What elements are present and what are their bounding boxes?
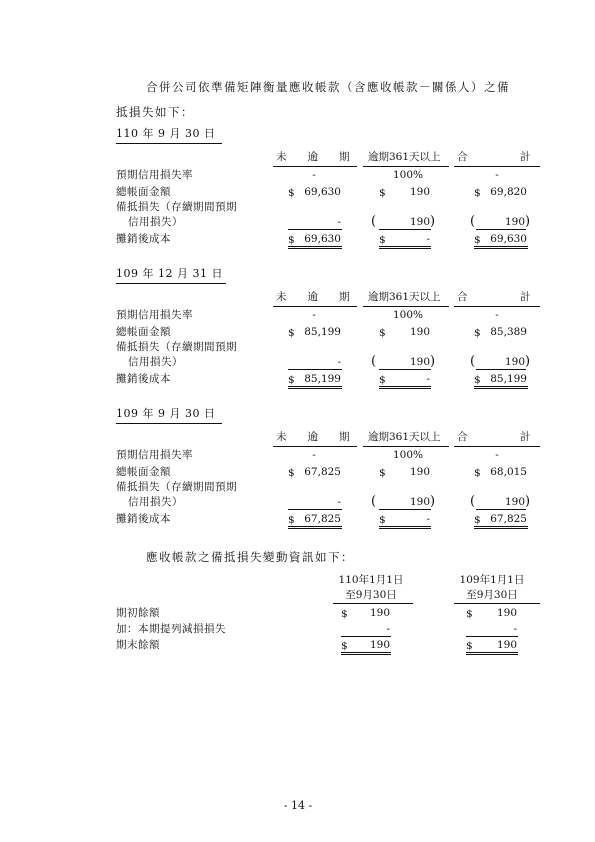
currency-symbol: $ — [288, 514, 295, 526]
col-header-total: 合 計 — [457, 431, 531, 443]
sum-underline — [476, 229, 526, 230]
row-label-allowance: 備抵損失（存續期間預期 — [116, 341, 237, 353]
header-underline — [454, 603, 540, 604]
currency-symbol: $ — [288, 467, 295, 479]
currency-symbol: $ — [379, 234, 386, 246]
cell-value: 67,825 — [304, 513, 341, 525]
sum-underline — [466, 636, 518, 637]
cell-value: - — [513, 623, 517, 635]
header-underline — [454, 166, 540, 167]
cell-value: - — [337, 356, 341, 368]
cell-value: - — [386, 623, 390, 635]
row-label-amortized: 攤銷後成本 — [116, 513, 171, 525]
row-label-allowance: 備抵損失（存續期間預期 — [116, 481, 237, 493]
cell-value: - — [495, 449, 499, 461]
col-header-110: 110年1月1日 — [338, 574, 404, 586]
currency-symbol: $ — [474, 374, 481, 386]
row-label-allowance: 備抵損失（存續期間預期 — [116, 201, 237, 213]
row-label-gross: 總帳面金額 — [116, 466, 171, 478]
cell-value: 190 — [504, 496, 525, 508]
currency-symbol: $ — [474, 467, 481, 479]
col-header-not-past-due: 未 逾 期 — [276, 291, 350, 303]
cell-value: 190 — [369, 639, 390, 651]
col-header-not-past-due: 未 逾 期 — [276, 151, 350, 163]
cell-value: 190 — [504, 356, 525, 368]
currency-symbol: $ — [288, 327, 295, 339]
currency-symbol: $ — [379, 327, 386, 339]
total-underline — [379, 388, 431, 389]
cell-value: - — [426, 373, 430, 385]
cell-value: 190 — [409, 216, 430, 228]
cell-value: 69,630 — [304, 233, 341, 245]
sum-underline — [476, 509, 526, 510]
currency-symbol: $ — [474, 234, 481, 246]
header-underline — [273, 446, 357, 447]
total-underline — [379, 248, 431, 249]
cell-value: 190 — [409, 496, 430, 508]
total-underline — [288, 386, 342, 387]
cell-value: 69,820 — [490, 186, 527, 198]
row-label-opening: 期初餘額 — [116, 607, 160, 619]
cell-value: 190 — [409, 356, 430, 368]
sum-underline — [288, 509, 342, 510]
total-underline — [474, 526, 528, 527]
page-number: - 14 - — [283, 799, 313, 812]
header-underline — [273, 306, 357, 307]
row-label-amortized: 攤銷後成本 — [116, 233, 171, 245]
cell-value: 67,825 — [304, 466, 341, 478]
cell-value: 85,199 — [304, 373, 341, 385]
row-label-closing: 期末餘額 — [116, 639, 160, 651]
currency-symbol: $ — [379, 374, 386, 386]
cell-value: - — [495, 169, 499, 181]
col-header-110-period: 至9月30日 — [345, 589, 397, 601]
header-underline — [454, 306, 540, 307]
sum-underline — [379, 369, 431, 370]
total-underline — [474, 386, 528, 387]
row-label-allowance-cont: 信用損失） — [128, 356, 183, 368]
total-underline — [474, 246, 528, 247]
col-header-total: 合 計 — [457, 151, 531, 163]
title-underline — [116, 283, 226, 284]
title-underline — [116, 143, 222, 144]
col-header-109: 109年1月1日 — [459, 574, 525, 586]
currency-symbol: $ — [474, 187, 481, 199]
currency-symbol: $ — [288, 187, 295, 199]
cell-value: 69,630 — [490, 233, 527, 245]
table-title: 110 年 9 月 30 日 — [116, 127, 216, 140]
total-underline — [288, 388, 342, 389]
cell-value: 85,389 — [490, 326, 527, 338]
total-underline — [341, 652, 391, 653]
intro-line-1: 合併公司依準備矩陣衡量應收帳款（含應收帳款－關係人）之備 — [146, 80, 510, 94]
cell-value: 190 — [369, 607, 390, 619]
table-title: 109 年 12 月 31 日 — [116, 267, 223, 280]
cell-value: 190 — [496, 607, 517, 619]
row-label-allowance-cont: 信用損失） — [128, 496, 183, 508]
cell-value: - — [495, 309, 499, 321]
row-label-gross: 總帳面金額 — [116, 186, 171, 198]
currency-symbol: $ — [288, 374, 295, 386]
cell-value: - — [337, 496, 341, 508]
row-label-add: 加：本期提列減損損失 — [116, 623, 226, 635]
title-underline — [116, 423, 222, 424]
row-label-amortized: 攤銷後成本 — [116, 373, 171, 385]
cell-value: - — [312, 449, 316, 461]
cell-value: 85,199 — [304, 326, 341, 338]
sum-underline — [476, 369, 526, 370]
header-underline — [363, 166, 449, 167]
header-underline — [363, 446, 449, 447]
cell-value: 69,630 — [304, 186, 341, 198]
sum-underline — [288, 369, 342, 370]
col-header-109-period: 至9月30日 — [466, 589, 518, 601]
total-underline — [379, 386, 431, 387]
total-underline — [474, 248, 528, 249]
cell-value: 190 — [409, 466, 430, 478]
cell-value: 67,825 — [490, 513, 527, 525]
cell-value: - — [426, 233, 430, 245]
cell-value: 190 — [504, 216, 525, 228]
total-underline — [379, 526, 431, 527]
col-header-not-past-due: 未 逾 期 — [276, 431, 350, 443]
currency-symbol: $ — [341, 640, 348, 652]
cell-value: 190 — [496, 639, 517, 651]
header-underline — [454, 446, 540, 447]
col-header-over-361: 逾期361天以上 — [368, 291, 441, 303]
cell-value: 100% — [392, 309, 424, 321]
row-label-loss-rate: 預期信用損失率 — [116, 449, 193, 461]
total-underline — [288, 246, 342, 247]
currency-symbol: $ — [466, 640, 473, 652]
total-underline — [288, 526, 342, 527]
currency-symbol: $ — [341, 608, 348, 620]
total-underline — [341, 654, 391, 655]
total-underline — [474, 528, 528, 529]
cell-value: 190 — [409, 186, 430, 198]
cell-value: - — [312, 309, 316, 321]
sum-underline — [379, 509, 431, 510]
cell-value: - — [337, 216, 341, 228]
cell-value: 85,199 — [490, 373, 527, 385]
row-label-loss-rate: 預期信用損失率 — [116, 169, 193, 181]
cell-value: 190 — [409, 326, 430, 338]
currency-symbol: $ — [466, 608, 473, 620]
row-label-gross: 總帳面金額 — [116, 326, 171, 338]
intro-line-2: 抵損失如下： — [116, 105, 194, 119]
row-label-loss-rate: 預期信用損失率 — [116, 309, 193, 321]
currency-symbol: $ — [474, 514, 481, 526]
total-underline — [379, 246, 431, 247]
header-underline — [273, 166, 357, 167]
total-underline — [379, 528, 431, 529]
row-label-allowance-cont: 信用損失） — [128, 216, 183, 228]
currency-symbol: $ — [474, 327, 481, 339]
cell-value: - — [426, 513, 430, 525]
currency-symbol: $ — [379, 514, 386, 526]
total-underline — [288, 248, 342, 249]
total-underline — [466, 652, 518, 653]
movement-intro: 應收帳款之備抵損失變動資訊如下： — [146, 550, 354, 564]
cell-value: 100% — [392, 169, 424, 181]
currency-symbol: $ — [379, 467, 386, 479]
total-underline — [288, 528, 342, 529]
header-underline — [333, 603, 413, 604]
col-header-over-361: 逾期361天以上 — [368, 431, 441, 443]
cell-value: 68,015 — [490, 466, 527, 478]
table-title: 109 年 9 月 30 日 — [116, 407, 216, 420]
sum-underline — [341, 636, 391, 637]
currency-symbol: $ — [288, 234, 295, 246]
sum-underline — [288, 229, 342, 230]
sum-underline — [379, 229, 431, 230]
total-underline — [474, 388, 528, 389]
cell-value: 100% — [392, 449, 424, 461]
cell-value: - — [312, 169, 316, 181]
header-underline — [363, 306, 449, 307]
currency-symbol: $ — [379, 187, 386, 199]
col-header-total: 合 計 — [457, 291, 531, 303]
total-underline — [466, 654, 518, 655]
col-header-over-361: 逾期361天以上 — [368, 151, 441, 163]
